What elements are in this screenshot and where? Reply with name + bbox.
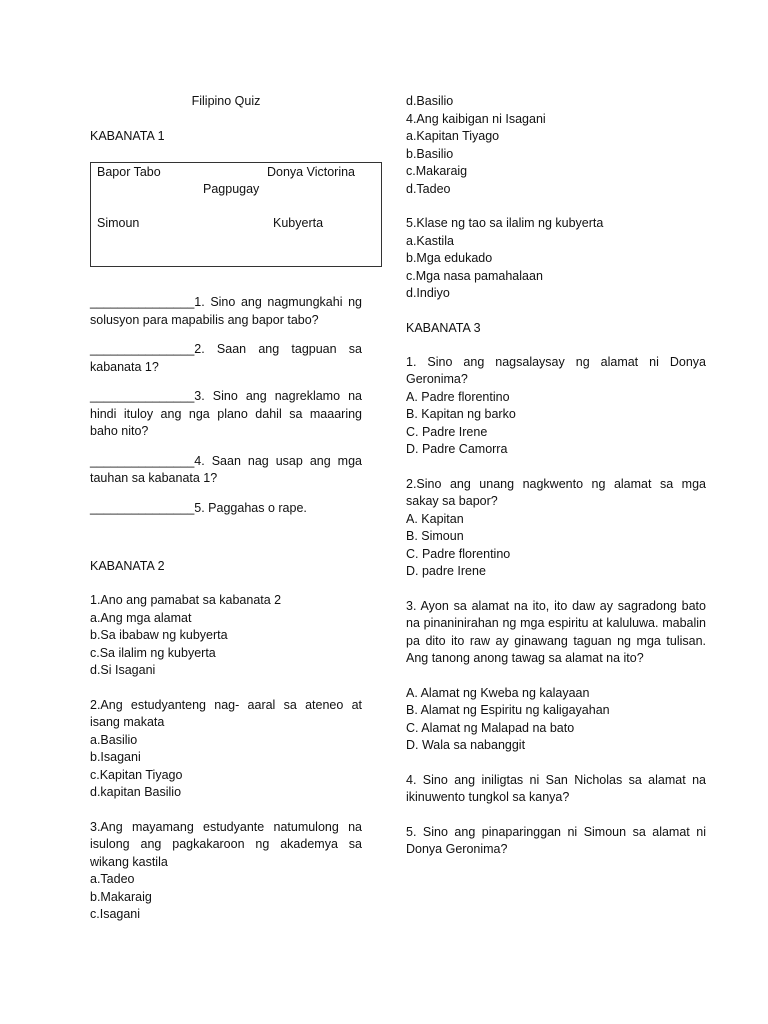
fill-in-item	[90, 388, 362, 441]
mc-question	[90, 819, 362, 924]
section-heading-kabanata-2: KABANATA 2	[90, 559, 165, 573]
open-question	[406, 772, 706, 807]
mc-question	[406, 354, 706, 459]
answer-option: b.Makaraig	[90, 889, 152, 904]
question-stem: 1. Sino ang nagsalaysay ng alamat ni Donya Geronima?	[406, 354, 706, 386]
word-bank-item: Kubyerta	[273, 216, 324, 230]
answer-option: C. Padre Irene	[406, 424, 488, 439]
answer-option: D. Wala sa nabanggit	[406, 738, 526, 752]
word-bank-item: Bapor Tabo	[97, 165, 161, 179]
word-bank-box	[90, 162, 382, 267]
answer-blank: _______________	[90, 389, 195, 403]
answer-option: b.Basilio	[406, 146, 454, 161]
answer-option: C. Alamat ng Malapad na bato	[406, 720, 575, 735]
section-heading-kabanata-1: KABANATA 1	[90, 129, 165, 143]
question-stem: 3. Ayon sa alamat na ito, ito daw ay sagradong bato na pinaninirahan ng mga espiritu at kaluluwa. mabalin pa dito ito raw ay ginawang taguan ng mga tulisan. Ang tanong anong tawag sa alamat na ito?	[406, 598, 706, 665]
mc-question	[90, 592, 362, 680]
answer-option: b.Sa ibabaw ng kubyerta	[90, 628, 228, 642]
question-stem: 4. Sino ang iniligtas ni San Nicholas sa alamat na ikinuwento tungkol sa kanya?	[406, 772, 706, 804]
question-stem: 2.Sino ang unang nagkwento ng alamat sa mga sakay sa bapor?	[406, 476, 706, 508]
fill-in-question: 2. Saan ang tagpuan sa kabanata 1?	[90, 342, 362, 374]
answer-blank: _______________	[90, 342, 195, 356]
answer-option: B. Alamat ng Espiritu ng kaligayahan	[406, 703, 610, 717]
answer-option: c.Mga nasa pamahalaan	[406, 268, 543, 283]
answer-option: C. Padre florentino	[406, 546, 511, 561]
question-stem: 4.Ang kaibigan ni Isagani	[406, 111, 546, 126]
fill-in-question: 1. Sino ang nagmungkahi ng solusyon para mapabilis ang bapor tabo?	[90, 295, 362, 327]
answer-option: A. Padre florentino	[406, 389, 510, 404]
answer-option: A. Kapitan	[406, 511, 464, 526]
answer-option: a.Basilio	[90, 732, 138, 747]
answer-blank: _______________	[90, 295, 195, 309]
question-stem: 5.Klase ng tao sa ilalim ng kubyerta	[406, 216, 604, 230]
answer-option: d.Basilio	[406, 94, 454, 108]
mc-question-continued	[406, 93, 706, 198]
fill-in-question: 5. Paggahas o rape.	[194, 500, 307, 515]
answer-option: B. Simoun	[406, 529, 464, 543]
fill-in-question: 3. Sino ang nagreklamo na hindi ituloy ang nga plano dahil sa maaaring baho nito?	[90, 389, 362, 438]
question-stem: 5. Sino ang pinaparinggan ni Simoun sa alamat ni Donya Geronima?	[406, 824, 706, 856]
answer-option: d.kapitan Basilio	[90, 785, 182, 799]
question-stem: 3.Ang mayamang estudyante natumulong na isulong ang pagkakaroon ng akademya sa wikang kastila	[90, 819, 362, 869]
section-spacer	[90, 529, 362, 558]
fill-in-item	[90, 500, 362, 518]
answer-blank: _______________	[90, 500, 195, 515]
mc-options-group	[406, 685, 706, 755]
mc-question	[406, 215, 706, 303]
word-bank-item: Donya Victorina	[267, 165, 356, 179]
answer-option: D. padre Irene	[406, 564, 486, 578]
answer-option: d.Si Isagani	[90, 663, 156, 677]
answer-option: c.Sa ilalim ng kubyerta	[90, 645, 216, 660]
answer-option: d.Tadeo	[406, 181, 451, 196]
section-heading-kabanata-3: KABANATA 3	[406, 320, 481, 335]
word-bank-item: Simoun	[97, 216, 140, 230]
answer-option: b.Isagani	[90, 750, 141, 764]
answer-option: B. Kapitan ng barko	[406, 407, 516, 421]
answer-option: c.Kapitan Tiyago	[90, 767, 183, 782]
answer-option: a.Ang mga alamat	[90, 610, 192, 625]
mc-question	[90, 697, 362, 802]
fill-in-item	[90, 341, 362, 376]
answer-option: d.Indiyo	[406, 286, 450, 300]
answer-option: D. Padre Camorra	[406, 442, 508, 456]
question-stem: 1.Ano ang pamabat sa kabanata 2	[90, 593, 282, 607]
answer-option: a.Tadeo	[90, 872, 135, 886]
answer-option: A. Alamat ng Kweba ng kalayaan	[406, 685, 590, 700]
right-column	[406, 93, 706, 876]
answer-option: c.Makaraig	[406, 164, 468, 178]
mc-question	[406, 598, 706, 668]
answer-blank: _______________	[90, 453, 195, 468]
question-stem: 2.Ang estudyanteng nag- aaral sa ateneo at isang makata	[90, 697, 362, 729]
answer-option: a.Kastila	[406, 233, 454, 248]
page-title: Filipino Quiz	[191, 94, 261, 108]
left-column	[90, 93, 362, 924]
answer-option: c.Isagani	[90, 907, 141, 921]
fill-in-item	[90, 453, 362, 488]
fill-in-question: 4. Saan nag usap ang mga tauhan sa kabanata 1?	[90, 453, 362, 485]
answer-option: b.Mga edukado	[406, 251, 493, 265]
answer-option: a.Kapitan Tiyago	[406, 129, 500, 143]
fill-in-item	[90, 294, 362, 329]
open-question	[406, 824, 706, 859]
word-bank-item: Pagpugay	[203, 182, 260, 196]
mc-question	[406, 476, 706, 581]
